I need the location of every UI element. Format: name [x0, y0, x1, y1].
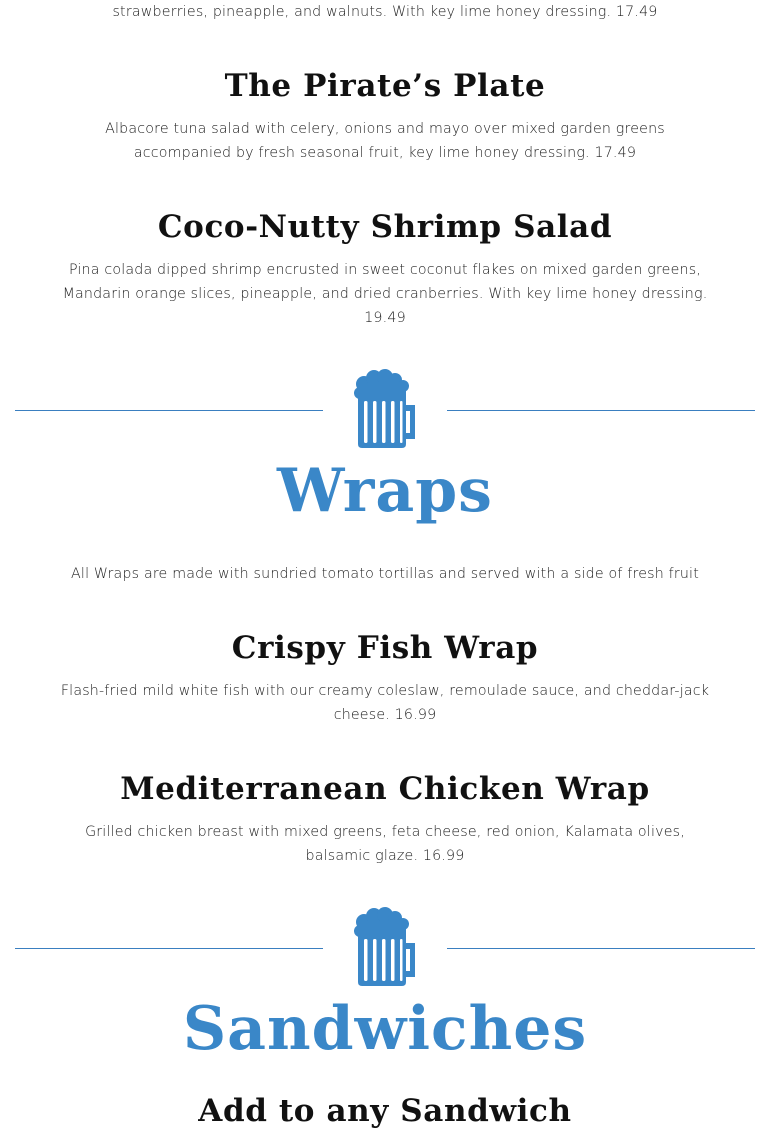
- beer-mug-icon: [352, 907, 416, 987]
- item-title-mediterranean-chicken-wrap: Mediterranean Chicken Wrap: [120, 771, 650, 807]
- item-title-crispy-fish-wrap: Crispy Fish Wrap: [231, 630, 539, 666]
- section-note-wraps: All Wraps are made with sundried tomato tortillas and served with a side of fresh fruit: [71, 566, 699, 582]
- item-description-coco-nutty-line1: Pina colada dipped shrimp encrusted in sweet coconut flakes on mixed garden greens,: [68, 262, 702, 278]
- subsection-title-add-to-sandwich: Add to any Sandwich: [198, 1093, 572, 1129]
- section-divider-right-wraps: [447, 410, 755, 411]
- item-description-pirates-plate-line2: accompanied by fresh seasonal fruit, key lime honey dressing. 17.49: [133, 145, 637, 161]
- item-description-crispy-fish-line2: cheese. 16.99: [333, 707, 437, 723]
- section-divider-left-wraps: [15, 410, 323, 411]
- item-title-pirates-plate: The Pirate’s Plate: [224, 68, 546, 104]
- item-description-crispy-fish-line1: Flash-fried mild white fish with our creamy coleslaw, remoulade sauce, and cheddar-jack: [60, 683, 710, 699]
- section-title-wraps: Wraps: [277, 456, 493, 526]
- salad-description-fragment: strawberries, pineapple, and walnuts. With key lime honey dressing. 17.49: [112, 4, 658, 20]
- beer-mug-icon: [352, 369, 416, 449]
- item-description-pirates-plate-line1: Albacore tuna salad with celery, onions and mayo over mixed garden greens: [105, 121, 665, 137]
- item-description-med-chicken-line2: balsamic glaze. 16.99: [305, 848, 465, 864]
- item-title-coco-nutty-shrimp-salad: Coco-Nutty Shrimp Salad: [157, 209, 613, 245]
- section-divider-left-sandwiches: [15, 948, 323, 949]
- section-divider-right-sandwiches: [447, 948, 755, 949]
- section-title-sandwiches: Sandwiches: [182, 994, 588, 1064]
- item-description-coco-nutty-price: 19.49: [364, 310, 406, 326]
- item-description-med-chicken-line1: Grilled chicken breast with mixed greens, feta cheese, red onion, Kalamata olives,: [85, 824, 685, 840]
- item-description-coco-nutty-line2: Mandarin orange slices, pineapple, and dried cranberries. With key lime honey dressing.: [62, 286, 708, 302]
